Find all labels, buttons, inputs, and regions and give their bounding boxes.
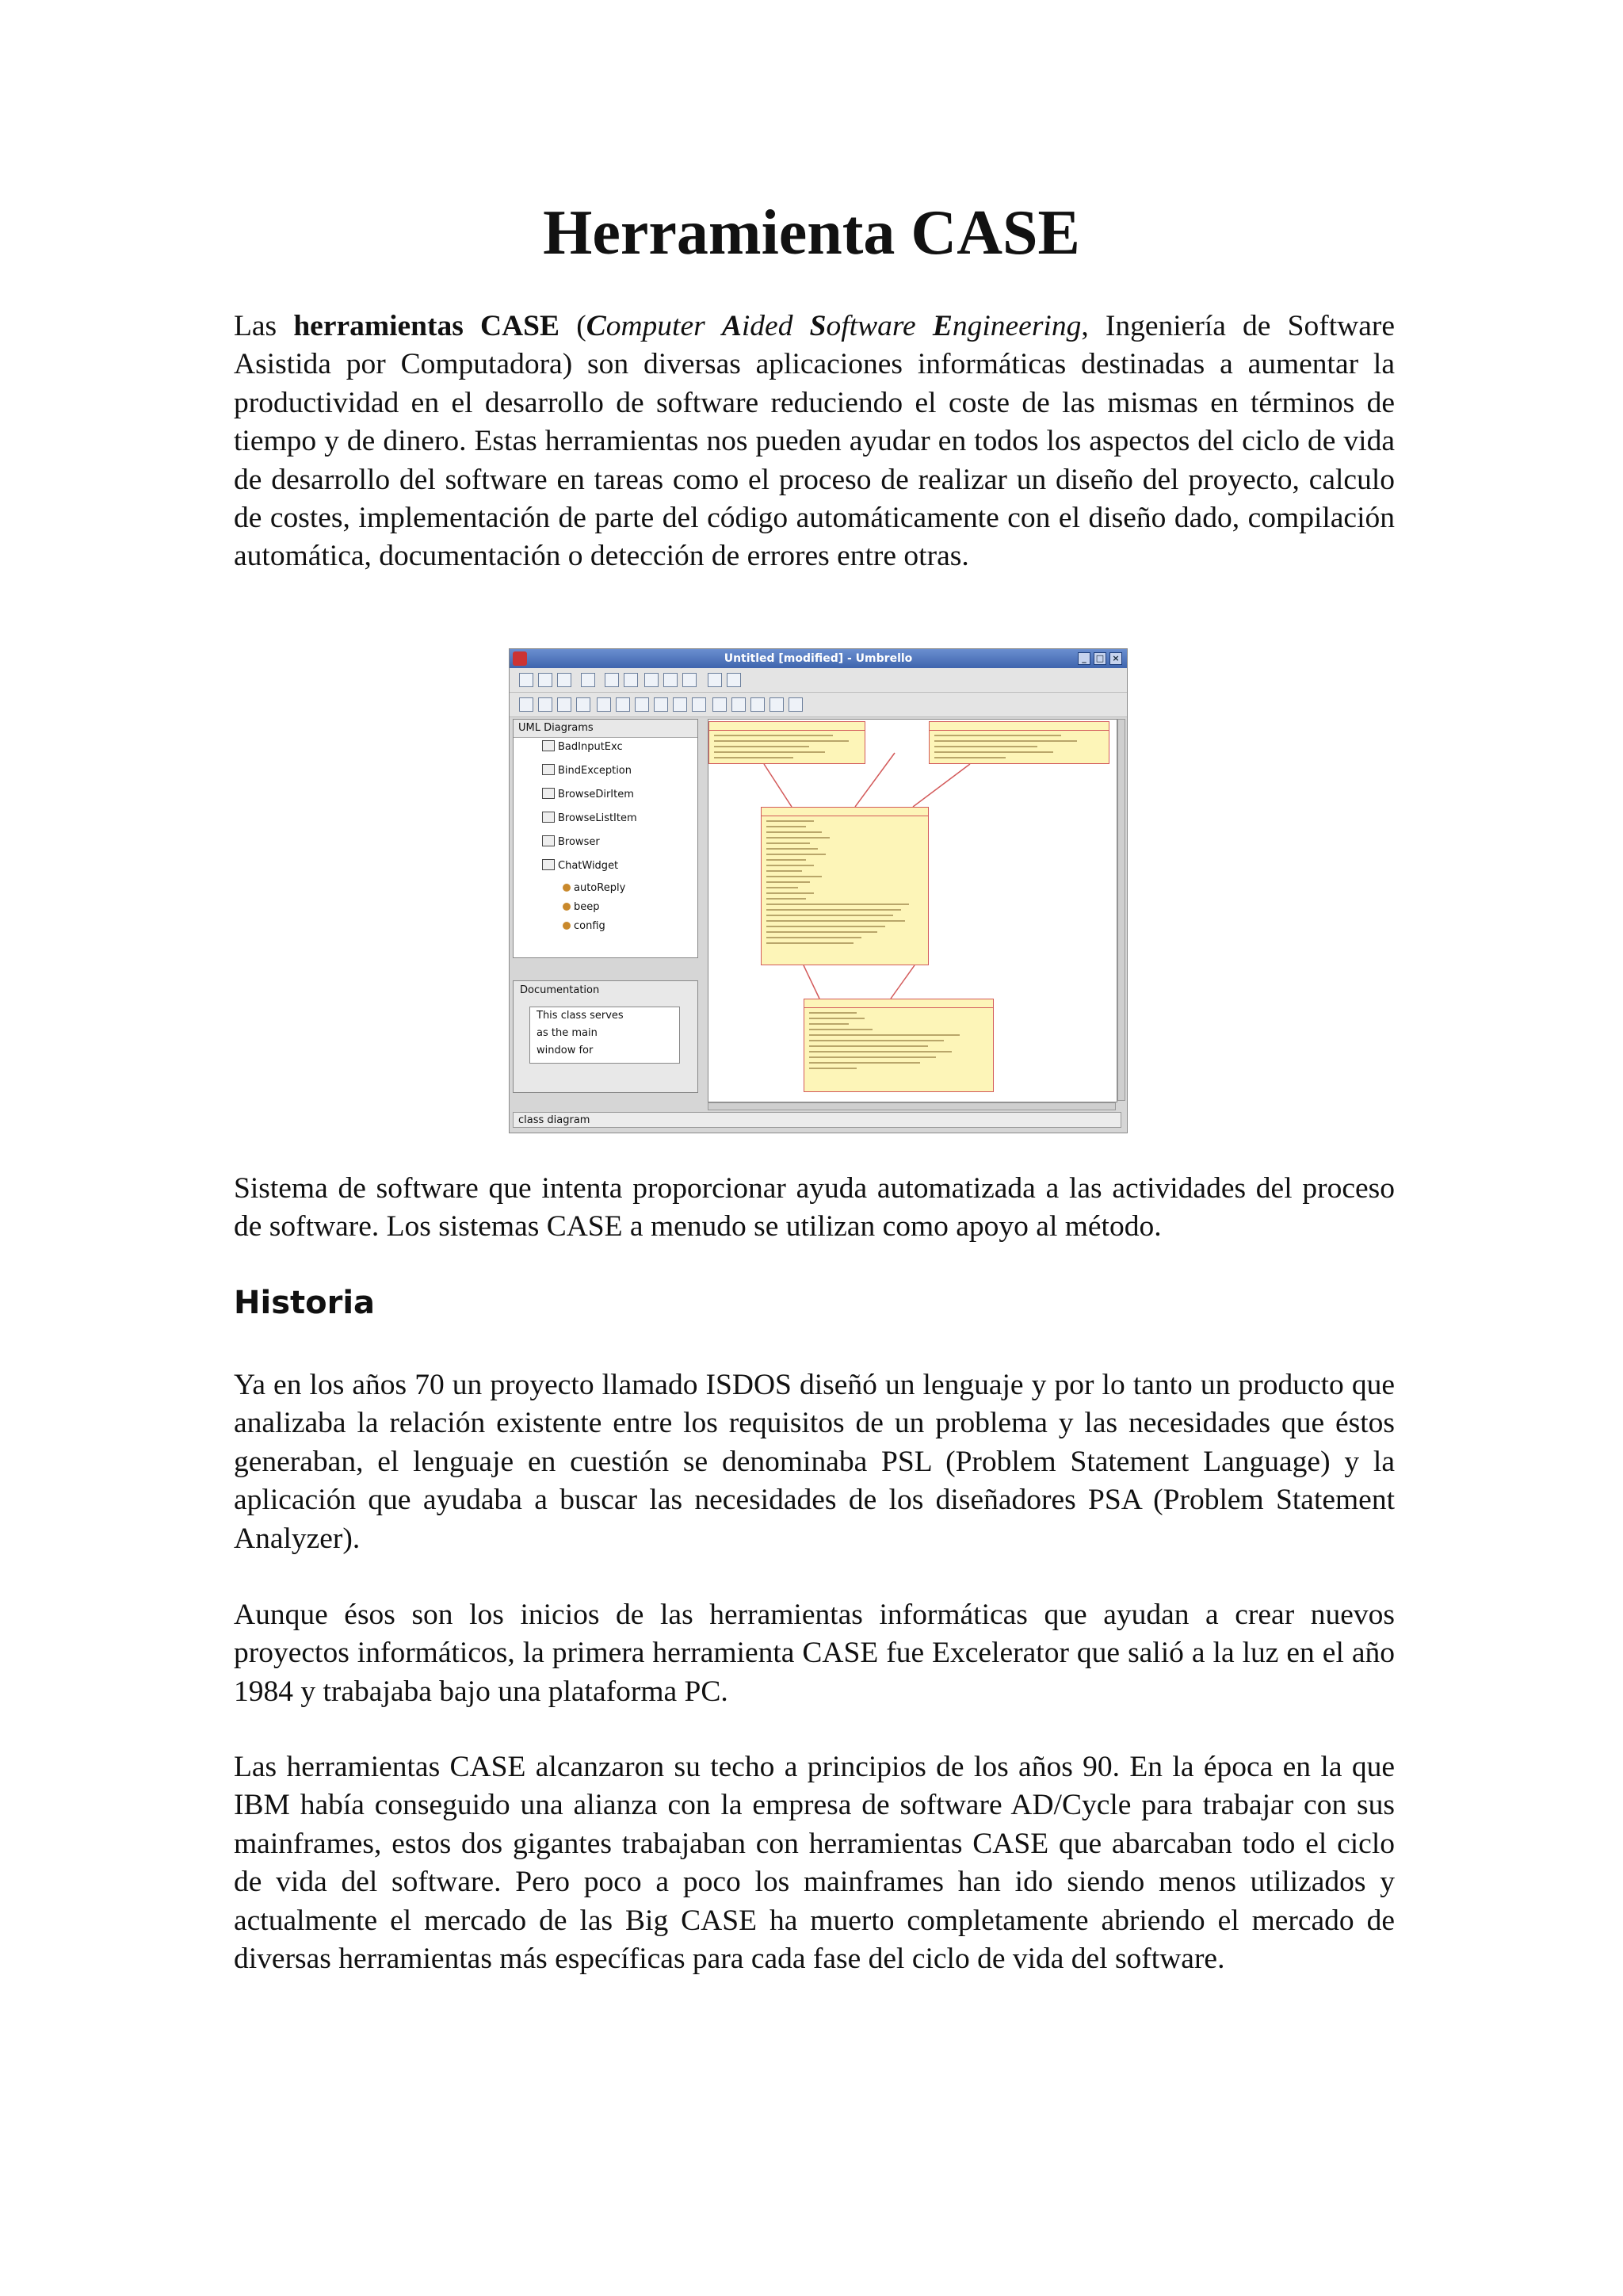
tree-item-label: BrowseDirItem: [558, 789, 634, 800]
class-icon: [542, 788, 555, 799]
tree-item: [563, 918, 605, 935]
tree-header: UML Diagrams: [514, 720, 697, 738]
intro-open-paren: (: [559, 310, 586, 342]
tree-item-label: BindException: [558, 765, 632, 777]
documentation-label: Documentation: [520, 984, 600, 996]
paste-icon: [682, 673, 697, 687]
umbrello-screenshot: [509, 648, 1128, 1133]
history-paragraph: Ya en los años 70 un proyecto llamado ISDOS diseñó un lenguaje y por lo tanto un producto que analizaba la relación existente entre los requisitos de un problema y las necesidades que éstos generaban, el lenguaje en cuestión se denominaba PSL (Problem Statement Language) y la aplicación que ayudaba a buscar las necesidades de los diseñadores PSA (Problem Statement Analyzer).: [234, 1369, 1395, 1555]
tree-item-label: autoReply: [574, 882, 626, 894]
status-bar: class diagram: [513, 1112, 1121, 1128]
dependency-icon: [769, 697, 784, 712]
box-icon: [557, 697, 571, 712]
uml-class-box: [804, 999, 994, 1092]
operation-icon: [563, 903, 571, 911]
maximize-icon: □: [1094, 652, 1106, 665]
tree-item-label: config: [574, 920, 605, 932]
uml-class-box: [708, 721, 865, 764]
acronym-rest: ngineering: [952, 310, 1082, 342]
class-icon: [542, 859, 555, 870]
enum-icon: [673, 697, 687, 712]
tree-item: [542, 834, 600, 851]
doc-line: as the main: [537, 1027, 598, 1039]
tree-item: [563, 880, 625, 897]
zoom-in-icon: [708, 673, 722, 687]
window-title: Untitled [modified] - Umbrello: [724, 652, 913, 665]
save-icon: [557, 673, 571, 687]
page-title: Herramienta CASE: [543, 198, 1080, 268]
acronym-initial: C: [586, 310, 606, 342]
documentation-text: [529, 1007, 680, 1064]
datatype-icon: [654, 697, 668, 712]
acronym-expansion: [586, 310, 1082, 342]
history-paragraph: Aunque ésos son los inicios de las herramientas informáticas que ayudan a crear nuevos proyectos informáticos, la primera herramienta CASE fue Excelerator que salió a la luz en el año 1984 y trabajaba bajo una plataforma PC.: [234, 1599, 1395, 1708]
note-icon: [538, 697, 552, 712]
print-icon: [581, 673, 595, 687]
tree-item: [542, 739, 623, 756]
tree-item-label: ChatWidget: [558, 860, 619, 872]
tree-item: [542, 858, 618, 875]
class-icon: [542, 740, 555, 751]
aggregation-icon: [731, 697, 746, 712]
tree-item: [542, 810, 637, 827]
generalization-icon: [789, 697, 803, 712]
intro-prefix: Las: [234, 310, 294, 342]
canvas-horizontal-scrollbar: [708, 1102, 1116, 1110]
package-icon: [616, 697, 630, 712]
intro-paragraph: [234, 308, 1395, 576]
tree-item-label: beep: [574, 901, 600, 913]
cut-icon: [644, 673, 659, 687]
documentation-panel: [513, 980, 698, 1093]
canvas-vertical-scrollbar: [1117, 719, 1125, 1101]
new-file-icon: [519, 673, 533, 687]
section-heading-historia: Historia: [234, 1285, 376, 1321]
acronym-rest: oftware: [826, 310, 933, 342]
text-icon: [576, 697, 590, 712]
redo-icon: [624, 673, 638, 687]
doc-line: window for: [537, 1045, 594, 1056]
tree-item-label: BadInputExc: [558, 741, 623, 753]
doc-line: This class serves: [537, 1010, 624, 1022]
class-tool-icon: [597, 697, 611, 712]
tree-item: [542, 762, 632, 780]
intro-body: , Ingeniería de Software Asistida por Computadora) son diversas aplicaciones informáticas destinadas a aumentar la productividad en el desarrollo de software reduciendo el coste de las mismas en términos de tiempo y de dinero. Estas herramientas nos pueden ayudar en todos los aspectos del ciclo de vida de desarrollo del software en tareas como el proceso de realizar un diseño del proyecto, calculo de costes, implementación de parte del código automáticamente con el diseño dado, compilación automática, documentación o detección de errores entre otras.: [234, 310, 1395, 573]
acronym-rest: ided: [741, 310, 810, 342]
close-icon: ×: [1109, 652, 1122, 665]
interface-icon: [635, 697, 649, 712]
window-titlebar: [510, 649, 1127, 668]
tree-item: [563, 899, 600, 916]
tree-item-label: Browser: [558, 836, 600, 848]
class-icon: [542, 764, 555, 775]
copy-icon: [663, 673, 678, 687]
intro-term: herramientas CASE: [293, 310, 560, 342]
class-icon: [542, 835, 555, 846]
select-arrow-icon: [519, 697, 533, 712]
acronym-initial: E: [932, 310, 953, 342]
uml-class-box: [929, 721, 1109, 764]
app-icon: [513, 651, 527, 666]
class-icon: [542, 812, 555, 823]
uml-tree-panel: [513, 719, 698, 958]
association-icon: [712, 697, 727, 712]
undo-icon: [605, 673, 619, 687]
main-toolbar: [510, 668, 1127, 693]
history-paragraph: Las herramientas CASE alcanzaron su techo a principios de los años 90. En la época en la que IBM había conseguido una alianza con la empresa de software AD/Cycle para trabajar con sus mainframes, estos dos gigantes trabajaban con herramientas CASE que abarcaban todo el ciclo de vida del software. Pero poco a poco los mainframes han ido siendo menos utilizados y actualmente el mercado de las Big CASE ha muerto completamente abriendo el mercado de diversas herramientas más específicas para cada fase del ciclo de vida del software.: [234, 1751, 1395, 1976]
zoom-out-icon: [727, 673, 741, 687]
tree-item-label: BrowseListItem: [558, 812, 637, 824]
acronym-initial: A: [721, 310, 742, 342]
open-folder-icon: [538, 673, 552, 687]
acronym-initial: S: [809, 310, 827, 342]
tree-item: [542, 786, 634, 804]
folder-icon: [692, 697, 706, 712]
operation-icon: [563, 884, 571, 892]
composition-icon: [750, 697, 765, 712]
uml-class-box: [761, 807, 929, 965]
diagram-canvas: [708, 719, 1117, 1102]
minimize-icon: _: [1078, 652, 1090, 665]
diagram-toolbar: [510, 693, 1127, 717]
acronym-rest: omputer: [605, 310, 722, 342]
operation-icon: [563, 922, 571, 930]
figure-caption: Sistema de software que intenta proporcionar ayuda automatizada a las actividades del proceso de software. Los sistemas CASE a menudo se utilizan como apoyo al método.: [234, 1172, 1395, 1244]
